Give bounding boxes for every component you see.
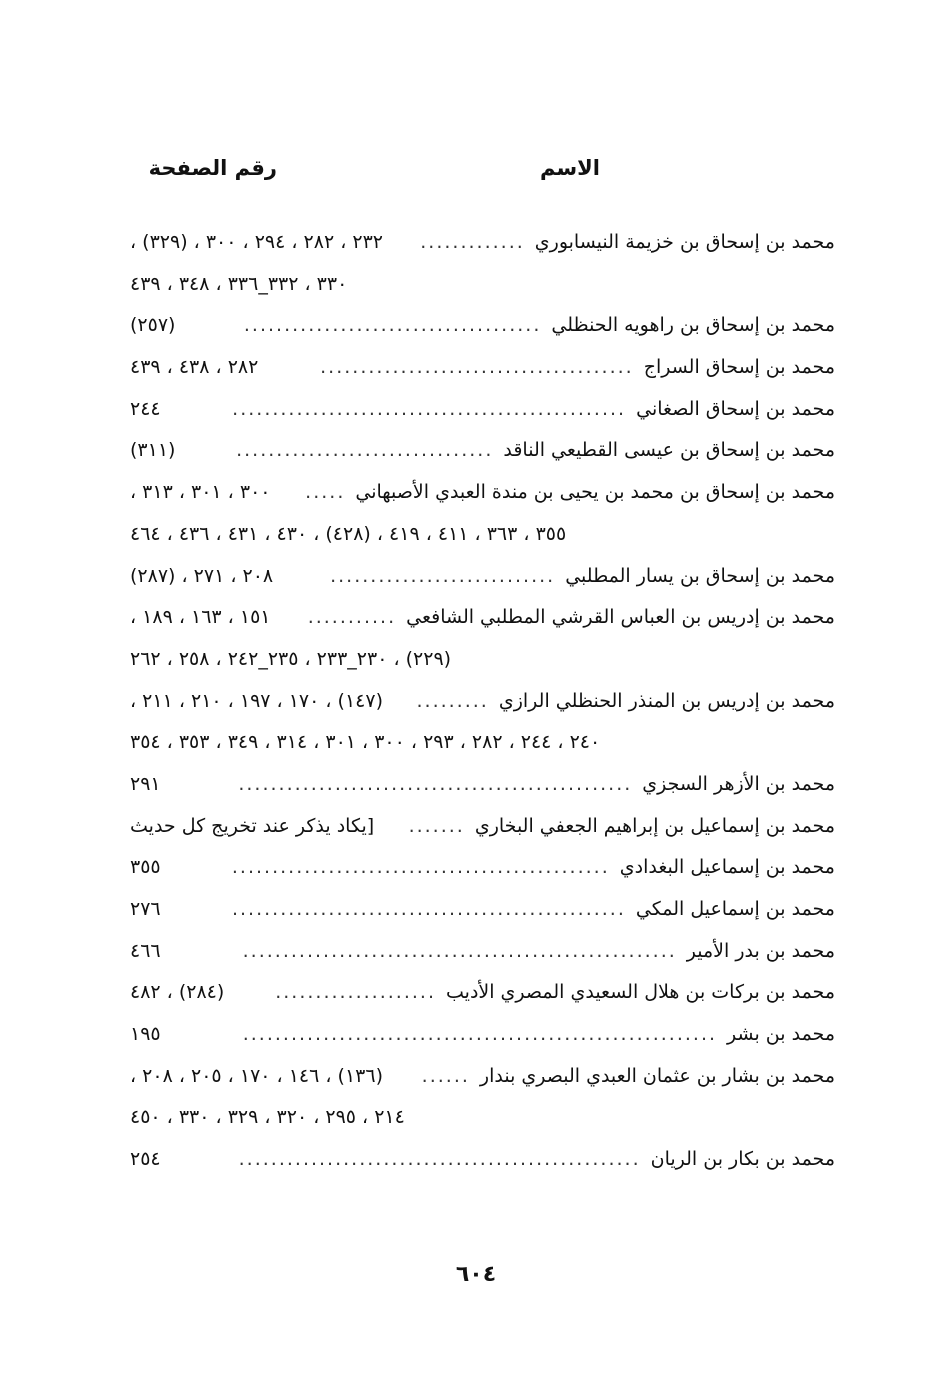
index-entry bbox=[130, 972, 835, 1014]
entry-name: محمد بن إدريس بن العباس القرشي المطلبي الشافعي bbox=[406, 606, 835, 629]
leader-dots: .................................................. bbox=[238, 1148, 641, 1171]
leader-dots: ................................................. bbox=[232, 397, 627, 420]
leader-dots: ............................................... bbox=[231, 856, 610, 879]
entry-name: محمد بن بكار بن الريان bbox=[650, 1148, 835, 1171]
index-entry-continuation bbox=[130, 264, 835, 306]
entry-name: محمد بن بركات بن هلال السعيدي المصري الأديب bbox=[446, 981, 835, 1004]
leader-dots: ..... bbox=[305, 481, 346, 504]
entry-pages: ١٥١ ، ١٦٣ ، ١٨٩ ، bbox=[130, 606, 271, 629]
leader-dots: ................................................. bbox=[238, 772, 633, 795]
leader-dots: ....................................... bbox=[320, 356, 634, 379]
entry-pages: ٣٠٠ ، ٣٠١ ، ٣١٣ ، bbox=[130, 481, 271, 504]
index-entry bbox=[130, 472, 835, 514]
index-entry bbox=[130, 1014, 835, 1056]
index-entry bbox=[130, 597, 835, 639]
leader-dots: .................... bbox=[275, 981, 436, 1004]
entry-pages: ٢٧٦ bbox=[130, 898, 161, 920]
index-entry-continuation bbox=[130, 639, 835, 681]
entry-pages-continued: ٣٥٥ ، ٣٦٣ ، ٤١١ ، ٤١٩ ، (٤٢٨) ، ٤٣٠ ، ٤٣١ ، ٤٣٦ ، ٤٦٤ bbox=[130, 522, 567, 545]
entry-pages: (٣١١) bbox=[130, 439, 176, 462]
entry-pages: ٢٤٤ bbox=[130, 397, 161, 420]
entry-pages: ٢٣٢ ، ٢٨٢ ، ٢٩٤ ، ٣٠٠ ، (٣٢٩) ، bbox=[130, 231, 383, 253]
entry-pages-continued: ٢١٤ ، ٢٩٥ ، ٣٢٠ ، ٣٢٩ ، ٣٣٠ ، ٤٥٠ bbox=[130, 1106, 405, 1129]
index-entry-continuation bbox=[130, 1097, 835, 1139]
index-entry bbox=[130, 222, 835, 264]
leader-dots: ........................................................... bbox=[242, 1023, 718, 1046]
page-number-column-heading: رقم الصفحة bbox=[148, 156, 277, 180]
entry-name: محمد بن إسحاق بن محمد بن يحيى بن مندة العبدي الأصبهاني bbox=[355, 481, 835, 504]
leader-dots: ................................ bbox=[236, 439, 494, 462]
index-entry bbox=[130, 847, 835, 889]
entry-name: محمد بن إسحاق بن راهويه الحنظلي bbox=[551, 314, 835, 337]
leader-dots: ............................ bbox=[330, 564, 556, 587]
entry-name: محمد بن إسحاق السراج bbox=[643, 356, 835, 379]
entry-pages: ١٩٥ bbox=[130, 1023, 161, 1046]
index-entry bbox=[130, 389, 835, 431]
leader-dots: ........... bbox=[307, 606, 397, 629]
name-column-heading: الاسم bbox=[540, 156, 600, 180]
entry-name: محمد بن بدر الأمير bbox=[686, 939, 835, 962]
entry-pages-continued: (٢٢٩) ، ٢٣٠_٢٣٣ ، ٢٣٥_٢٤٢ ، ٢٥٨ ، ٢٦٢ bbox=[130, 647, 452, 670]
page-number: ٦٠٤ bbox=[455, 1262, 497, 1287]
entry-name: محمد بن إسماعيل المكي bbox=[635, 898, 835, 920]
index-entry bbox=[130, 347, 835, 389]
entry-pages: [يكاد يذكر عند تخريج كل حديث bbox=[130, 814, 375, 837]
entry-name: محمد بن إسحاق بن يسار المطلبي bbox=[565, 564, 835, 587]
entry-pages: (١٣٦) ، ١٤٦ ، ١٧٠ ، ٢٠٥ ، ٢٠٨ ، bbox=[130, 1064, 383, 1087]
column-header bbox=[0, 150, 952, 190]
entry-pages: (١٤٧) ، ١٧٠ ، ١٩٧ ، ٢١٠ ، ٢١١ ، bbox=[130, 689, 383, 712]
index-entry bbox=[130, 430, 835, 472]
leader-dots: ....... bbox=[408, 814, 465, 837]
index-entry bbox=[130, 1139, 835, 1181]
entry-pages: (٢٨٤) ، ٤٨٢ bbox=[130, 981, 225, 1004]
leader-dots: ............. bbox=[420, 231, 525, 253]
entry-name: محمد بن إسماعيل بن إبراهيم الجعفي البخاري bbox=[474, 814, 835, 837]
index-entry-continuation bbox=[130, 514, 835, 556]
index-entry-continuation bbox=[130, 722, 835, 764]
leader-dots: ...... bbox=[421, 1064, 470, 1087]
entry-pages-continued: ٣٣٠ ، ٣٣٢_٣٣٦ ، ٣٤٨ ، ٤٣٩ bbox=[130, 272, 348, 295]
entry-name: محمد بن إسحاق بن خزيمة النيسابوري bbox=[534, 231, 835, 253]
index-entry bbox=[130, 764, 835, 806]
index-entry bbox=[130, 806, 835, 848]
entry-pages: ٣٥٥ bbox=[130, 856, 161, 879]
entry-name: محمد بن إسحاق الصغاني bbox=[636, 397, 835, 420]
index-entries bbox=[130, 222, 835, 1181]
entry-name: محمد بن إسحاق بن عيسى القطيعي الناقد bbox=[503, 439, 835, 462]
index-entry bbox=[130, 305, 835, 347]
entry-pages: (٢٥٧) bbox=[130, 314, 176, 337]
entry-name: محمد بن الأزهر السجزي bbox=[642, 772, 835, 795]
entry-pages: ٢٩١ bbox=[130, 772, 161, 795]
entry-name: محمد بن إدريس بن المنذر الحنظلي الرازي bbox=[498, 689, 835, 712]
index-entry bbox=[130, 889, 835, 931]
index-entry bbox=[130, 1056, 835, 1098]
index-entry bbox=[130, 931, 835, 973]
entry-pages-continued: ٢٤٠ ، ٢٤٤ ، ٢٨٢ ، ٢٩٣ ، ٣٠٠ ، ٣٠١ ، ٣١٤ ، ٣٤٩ ، ٣٥٣ ، ٣٥٤ bbox=[130, 731, 601, 754]
entry-pages: ٢٨٢ ، ٤٣٨ ، ٤٣٩ bbox=[130, 356, 259, 379]
entry-pages: ٢٥٤ bbox=[130, 1148, 161, 1171]
index-entry bbox=[130, 681, 835, 723]
leader-dots: ......... bbox=[416, 689, 489, 712]
entry-name: محمد بن إسماعيل البغدادي bbox=[619, 856, 835, 879]
leader-dots: ..................................... bbox=[243, 314, 542, 337]
index-entry bbox=[130, 556, 835, 598]
entry-pages: ٢٠٨ ، ٢٧١ ، (٢٨٧) bbox=[130, 564, 274, 587]
entry-pages: ٤٦٦ bbox=[130, 939, 161, 962]
entry-name: محمد بن بشر bbox=[727, 1023, 835, 1046]
leader-dots: ................................................. bbox=[231, 898, 626, 920]
leader-dots: ...................................................... bbox=[242, 939, 677, 962]
entry-name: محمد بن بشار بن عثمان العبدي البصري بندار bbox=[479, 1064, 835, 1087]
